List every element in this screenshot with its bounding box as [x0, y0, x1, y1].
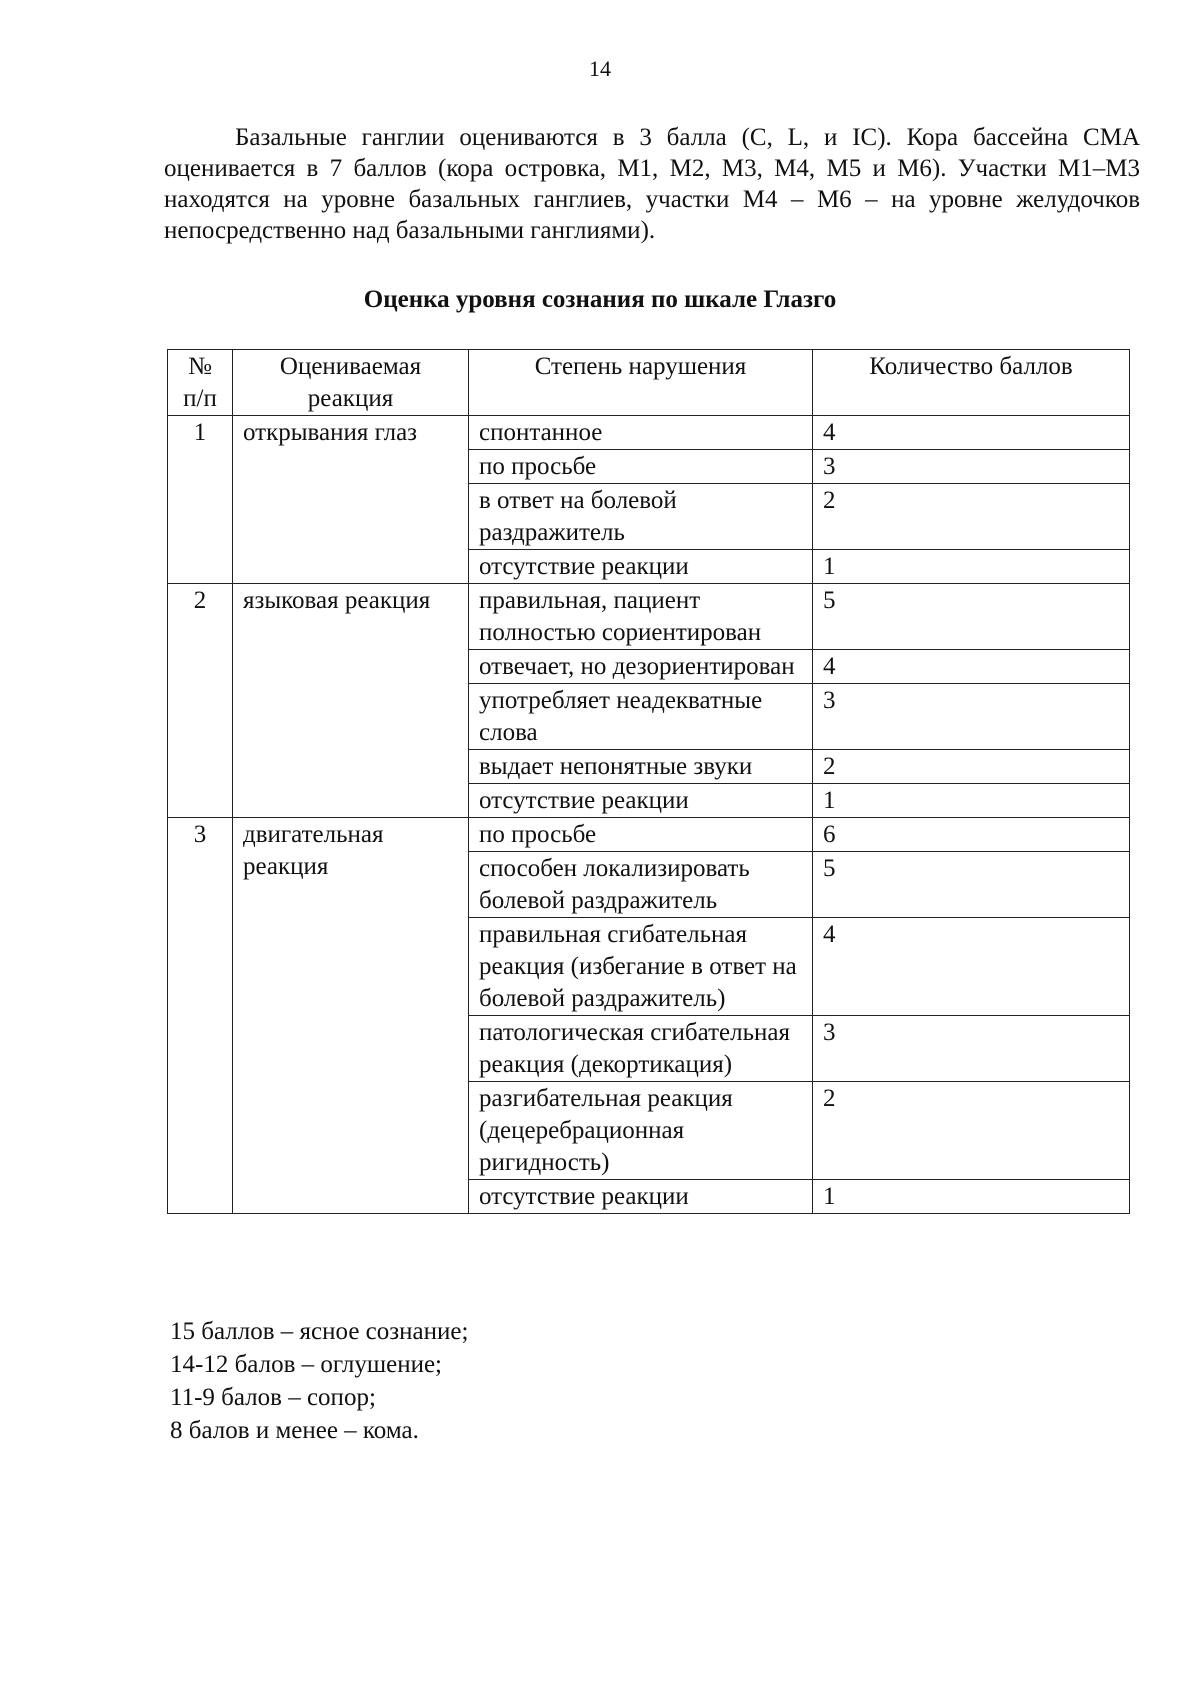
group-number: 1 [168, 416, 233, 584]
degree-cell: спонтанное [469, 416, 813, 450]
score-cell: 4 [813, 650, 1130, 684]
interpretation-list [170, 1315, 468, 1447]
degree-cell: отсутствие реакции [469, 784, 813, 818]
group-number: 3 [168, 818, 233, 1214]
intro-paragraph: Базальные ганглии оцениваются в 3 балла (C, L, и IC). Кора бассейна СМА оценивается в 7 баллов (кора островка, M1, M2, M3, M4, M5 и M6). Участки M1–M3 находятся на уровне базальных ганглиев, участки M4 – M6 – на уровне желудочков непосредственно над базальными ганглиями). [164, 124, 1140, 244]
interpretation-item: 15 баллов – ясное сознание; [170, 1318, 469, 1345]
score-cell: 3 [813, 1016, 1130, 1082]
degree-cell: отсутствие реакции [469, 1180, 813, 1214]
table-row [168, 584, 1130, 650]
score-cell: 5 [813, 584, 1130, 650]
score-cell: 3 [813, 684, 1130, 750]
degree-cell: по просьбе [469, 450, 813, 484]
score-cell: 1 [813, 1180, 1130, 1214]
header-number: № п/п [168, 350, 233, 416]
table-title: Оценка уровня сознания по шкале Глазго [363, 286, 837, 313]
degree-cell: правильная сгибательная реакция (избегание в ответ на болевой раздражитель) [469, 918, 813, 1016]
score-cell: 1 [813, 784, 1130, 818]
table-header-row [168, 350, 1130, 416]
table-row [168, 416, 1130, 450]
header-score: Количество баллов [813, 350, 1130, 416]
score-cell: 3 [813, 450, 1130, 484]
header-degree: Степень нарушения [469, 350, 813, 416]
degree-cell: отвечает, но дезориентирован [469, 650, 813, 684]
degree-cell: патологическая сгибательная реакция (декортикация) [469, 1016, 813, 1082]
score-cell: 5 [813, 852, 1130, 918]
interpretation-item: 14-12 балов – оглушение; [170, 1351, 442, 1378]
score-cell: 2 [813, 1082, 1130, 1180]
degree-cell: в ответ на болевой раздражитель [469, 484, 813, 550]
group-reaction: языковая реакция [233, 584, 469, 818]
degree-cell: способен локализировать болевой раздражитель [469, 852, 813, 918]
interpretation-item: 11-9 балов – сопор; [170, 1384, 376, 1411]
page-number: 14 [589, 56, 611, 81]
degree-cell: употребляет неадекватные слова [469, 684, 813, 750]
score-cell: 2 [813, 750, 1130, 784]
score-cell: 4 [813, 918, 1130, 1016]
degree-cell: правильная, пациент полностью сориентирован [469, 584, 813, 650]
score-cell: 4 [813, 416, 1130, 450]
degree-cell: по просьбе [469, 818, 813, 852]
degree-cell: отсутствие реакции [469, 550, 813, 584]
glasgow-scale-table [167, 349, 1130, 1214]
score-cell: 6 [813, 818, 1130, 852]
score-cell: 2 [813, 484, 1130, 550]
group-reaction: двигательная реакция [233, 818, 469, 1214]
interpretation-item: 8 балов и менее – кома. [170, 1417, 419, 1444]
table-body [168, 416, 1130, 1214]
score-cell: 1 [813, 550, 1130, 584]
intro-text [164, 122, 1140, 246]
header-reaction: Оцениваемая реакция [233, 350, 469, 416]
group-number: 2 [168, 584, 233, 818]
table-row [168, 818, 1130, 852]
degree-cell: разгибательная реакция (децеребрационная ригидность) [469, 1082, 813, 1180]
group-reaction: открывания глаз [233, 416, 469, 584]
degree-cell: выдает непонятные звуки [469, 750, 813, 784]
